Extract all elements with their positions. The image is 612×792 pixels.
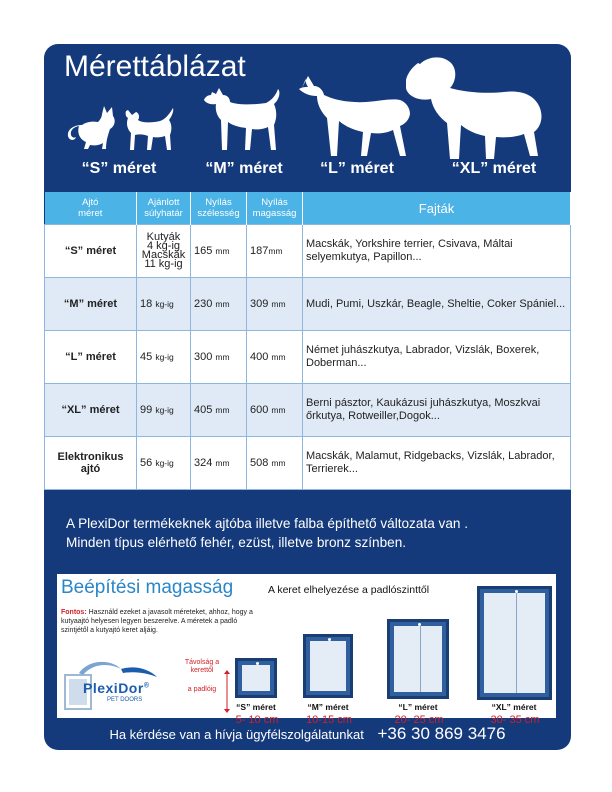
installation-subtitle: A keret elhelyezése a padlószinttől <box>268 584 430 596</box>
contact-text: Ha kérdése van a hívja ügyfélszolgálatunkat <box>109 727 364 742</box>
unit: mm <box>271 352 286 362</box>
table-row <box>45 278 571 331</box>
door-s-height-value: 5- 10 cm <box>235 714 279 726</box>
plexidor-logo <box>61 653 181 713</box>
weight-unit: kg-ig <box>155 299 174 309</box>
weight-unit: kg-ig <box>155 458 174 468</box>
large-dog-icon <box>292 74 412 159</box>
door-xl-height-value: 30- 35 cm <box>490 714 540 726</box>
table-row <box>45 225 571 278</box>
door-xl-label: “XL” méret <box>491 702 537 712</box>
header-height-line1: Nyílás <box>261 197 288 208</box>
header-door-line1: Ajtó <box>82 197 99 208</box>
height-value: 600 <box>250 404 269 416</box>
door-m-label: “M” méret <box>307 702 349 712</box>
row-weight <box>137 437 191 490</box>
availability-note <box>66 514 468 552</box>
door-latch <box>515 590 518 593</box>
weight-unit: kg-ig <box>155 405 174 415</box>
row-weight <box>137 384 191 437</box>
unit: mm <box>215 246 230 256</box>
height-value: 400 <box>250 351 269 363</box>
row-height <box>247 437 303 490</box>
row-breeds: Macskák, Malamut, Ridgebacks, Vizslák, Labrador, Terrierek... <box>303 437 571 490</box>
row-width <box>191 278 247 331</box>
row-size-name: “L” méret <box>45 331 137 384</box>
header-door-line2: méret <box>78 208 103 219</box>
small-dog-icon <box>122 104 180 152</box>
row-width <box>191 384 247 437</box>
height-value: 309 <box>250 298 269 310</box>
unit: mm <box>215 405 230 415</box>
weight-line: Kutyák <box>146 231 181 243</box>
row-size-name: “XL” méret <box>45 384 137 437</box>
size-table <box>44 192 571 490</box>
header-weight-line1: Ajánlott <box>147 197 180 208</box>
door-m-diagram <box>303 634 353 698</box>
row-breeds: Berni pásztor, Kaukázusi juhászkutya, Moszkvai őrkutya, Rotweiller,Dogok... <box>303 384 571 437</box>
row-weight <box>137 225 191 278</box>
row-weight <box>137 278 191 331</box>
unit: mm <box>268 246 283 256</box>
height-value: 187 <box>250 245 269 257</box>
weight-value: 18 <box>140 298 153 310</box>
row-size-name: “S” méret <box>45 225 137 278</box>
logo-name: PlexiDor <box>83 680 144 696</box>
door-l-height-value: 20- 25 cm <box>394 714 444 726</box>
page-title: Mérettáblázat <box>64 50 246 83</box>
warning-text: Használd ezeket a javasolt méreteket, ahhoz, hogy a kutyaajtó helyesen legyen beszerelve. A méretek a padló szintjétől a kutyajtó keret aljáig. <box>61 609 253 634</box>
width-value: 165 <box>194 245 213 257</box>
size-label-xl: “XL” méret <box>451 160 537 177</box>
table-row <box>45 437 571 490</box>
note-line-2: Minden típus elérhető fehér, ezüst, illetve bronz színben. <box>66 535 407 550</box>
height-value: 508 <box>250 457 269 469</box>
door-l-diagram <box>387 619 449 699</box>
row-breeds: Német juhászkutya, Labrador, Vizslák, Boxerek, Doberman... <box>303 331 571 384</box>
width-value: 230 <box>194 298 213 310</box>
header-weight-line2: súlyhatár <box>144 208 183 219</box>
unit: mm <box>271 458 286 468</box>
door-xl-diagram <box>477 586 552 700</box>
weight-unit: kg-ig <box>155 352 174 362</box>
door-m-height-value: 10-15 cm <box>306 714 352 726</box>
weight-value: 45 <box>140 351 153 363</box>
note-line-1: A PlexiDor termékeknek ajtóba illetve falba építhető változata van . <box>66 516 468 531</box>
phone-number[interactable]: +36 30 869 3476 <box>377 724 506 743</box>
distance-label-bottom: a padlóig <box>187 686 217 693</box>
important-note <box>61 608 261 635</box>
header-weight-limit <box>137 192 191 225</box>
header-width-line2: szélesség <box>197 208 240 219</box>
row-width <box>191 331 247 384</box>
logo-wordmark <box>83 680 149 696</box>
header-door-size <box>45 192 137 225</box>
unit: mm <box>215 299 230 309</box>
row-height <box>247 384 303 437</box>
width-value: 300 <box>194 351 213 363</box>
table-row <box>45 384 571 437</box>
header-opening-width <box>191 192 247 225</box>
row-width <box>191 437 247 490</box>
size-label-m: “M” méret <box>205 160 283 177</box>
weight-line: Macskák <box>141 249 186 261</box>
door-flap <box>484 593 545 693</box>
installation-title: Beépítési magasság <box>61 577 234 598</box>
header-width-line1: Nyílás <box>205 197 232 208</box>
door-divider <box>516 593 517 693</box>
unit: mm <box>215 352 230 362</box>
door-latch <box>256 662 259 665</box>
warning-label: Fontos: <box>61 609 87 616</box>
table-row <box>45 331 571 384</box>
door-latch <box>418 623 421 626</box>
table-header-row <box>45 192 571 225</box>
header-breeds: Fajták <box>303 192 571 225</box>
cat-icon <box>64 102 119 154</box>
distance-label-top: Távolság a kerettől <box>184 659 220 674</box>
door-flap <box>394 626 442 692</box>
width-value: 324 <box>194 457 213 469</box>
weight-value: 56 <box>140 457 153 469</box>
logo-registered: ® <box>143 682 150 690</box>
row-height <box>247 278 303 331</box>
contact-line <box>44 724 571 744</box>
door-flap <box>310 641 346 691</box>
row-height <box>247 225 303 278</box>
row-breeds: Mudi, Pumi, Uszkár, Beagle, Sheltie, Coker Spániel... <box>303 278 571 331</box>
size-chart-card <box>44 44 571 750</box>
door-latch <box>328 638 331 641</box>
unit: mm <box>215 458 230 468</box>
width-value: 405 <box>194 404 213 416</box>
unit: mm <box>271 299 286 309</box>
weight-line: 4 kg-ig <box>146 240 181 252</box>
row-size-name: “M” méret <box>45 278 137 331</box>
header-height-line2: magasság <box>252 208 297 219</box>
row-size-name: Elektronikus ajtó <box>45 437 137 490</box>
medium-dog-icon <box>204 86 284 156</box>
row-weight <box>137 331 191 384</box>
door-divider <box>420 626 421 692</box>
weight-value: 99 <box>140 404 153 416</box>
row-height <box>247 331 303 384</box>
installation-panel <box>57 574 556 718</box>
size-label-l: “L” méret <box>320 160 394 177</box>
row-breeds: Macskák, Yorkshire terrier, Csivava, Máltai selyemkutya, Papillon... <box>303 225 571 278</box>
door-s-label: “S” méret <box>236 702 276 712</box>
unit: mm <box>271 405 286 415</box>
size-label-s: “S” méret <box>81 160 157 177</box>
header-opening-height <box>247 192 303 225</box>
weight-line: 11 kg-ig <box>144 258 183 270</box>
giant-dog-icon <box>406 54 551 159</box>
logo-tagline: PET DOORS <box>107 697 143 703</box>
door-flap <box>242 665 270 691</box>
door-l-label: “L” méret <box>398 702 438 712</box>
row-width <box>191 225 247 278</box>
door-s-diagram <box>235 658 277 698</box>
